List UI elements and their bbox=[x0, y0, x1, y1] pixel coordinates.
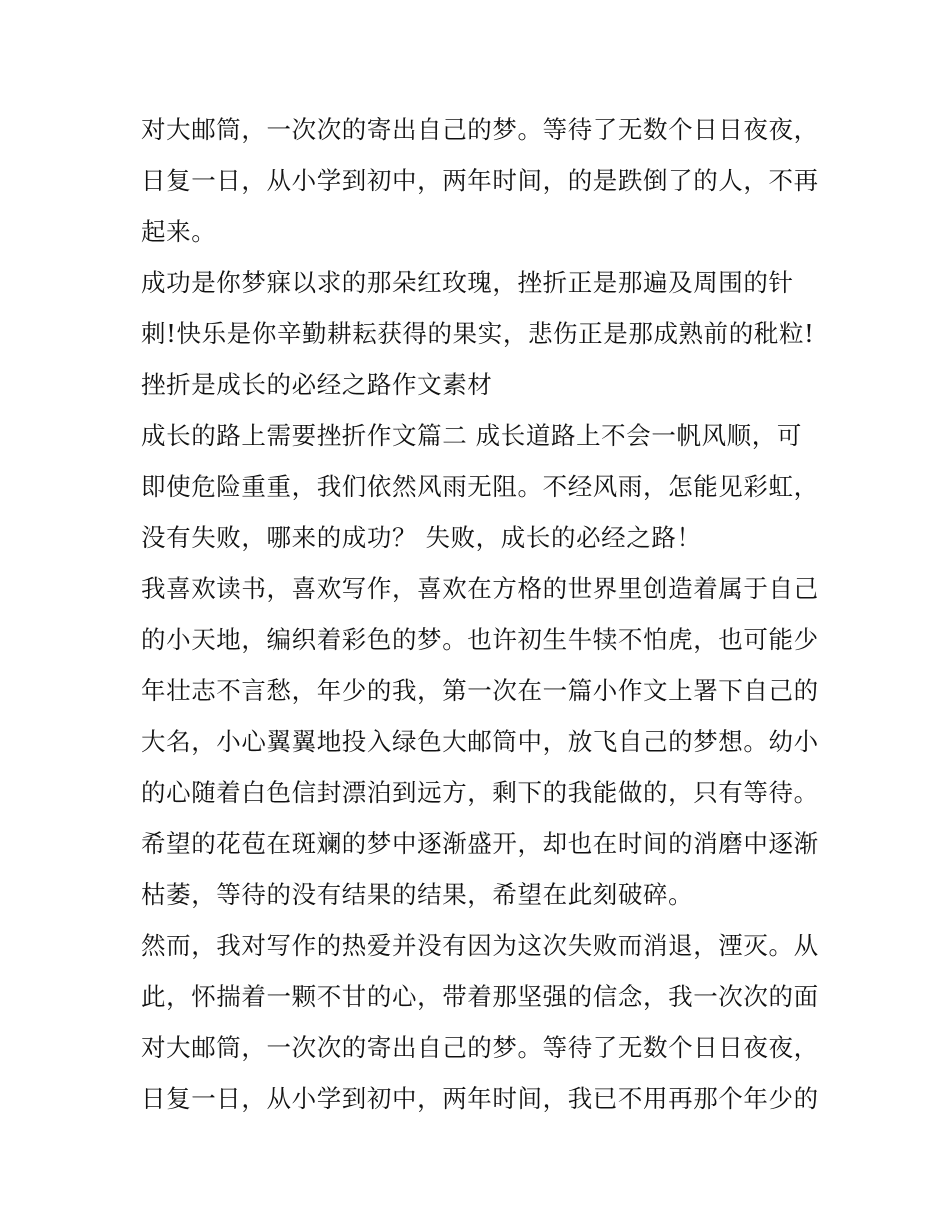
text-line: 然而，我对写作的热爱并没有因为这次失败而消退，湮灭。从 bbox=[141, 931, 819, 960]
text-line: 大名，小心翼翼地投入绿色大邮筒中，放飞自己的梦想。幼小 bbox=[141, 727, 819, 756]
text-line: 年壮志不言愁，年少的我，第一次在一篇小作文上署下自己的 bbox=[141, 676, 819, 705]
text-line: 此，怀揣着一颗不甘的心，带着那坚强的信念，我一次次的面 bbox=[141, 982, 819, 1011]
text-line: 对大邮筒，一次次的寄出自己的梦。等待了无数个日日夜夜， bbox=[141, 1033, 819, 1062]
text-line: 成功是你梦寐以求的那朵红玫瑰，挫折正是那遍及周围的针 bbox=[141, 268, 794, 297]
text-line: 的心随着白色信封漂泊到远方，剩下的我能做的，只有等待。 bbox=[141, 778, 819, 807]
text-line: 刺!快乐是你辛勤耕耘获得的果实，悲伤正是那成熟前的秕粒! bbox=[141, 319, 815, 348]
text-line: 起来。 bbox=[141, 217, 217, 246]
text-line: 我喜欢读书，喜欢写作，喜欢在方格的世界里创造着属于自己 bbox=[141, 574, 819, 603]
text-line: 希望的花苞在斑斓的梦中逐渐盛开，却也在时间的消磨中逐渐 bbox=[141, 829, 819, 858]
text-line: 成长的路上需要挫折作文篇二 成长道路上不会一帆风顺，可 bbox=[141, 421, 802, 450]
text-line: 日复一日，从小学到初中，两年时间，的是跌倒了的人，不再 bbox=[141, 166, 819, 195]
text-line: 枯萎，等待的没有结果的结果，希望在此刻破碎。 bbox=[141, 880, 694, 909]
text-line: 没有失败，哪来的成功？ 失败，成长的必经之路！ bbox=[141, 523, 702, 552]
text-line: 的小天地，编织着彩色的梦。也许初生牛犊不怕虎，也可能少 bbox=[141, 625, 819, 654]
text-line: 即使危险重重，我们依然风雨无阻。不经风雨，怎能见彩虹， bbox=[141, 472, 819, 501]
section-heading: 挫折是成长的必经之路作文素材 bbox=[141, 370, 493, 399]
text-line: 对大邮筒，一次次的寄出自己的梦。等待了无数个日日夜夜， bbox=[141, 115, 819, 144]
text-line: 日复一日，从小学到初中，两年时间，我已不用再那个年少的 bbox=[141, 1084, 819, 1113]
